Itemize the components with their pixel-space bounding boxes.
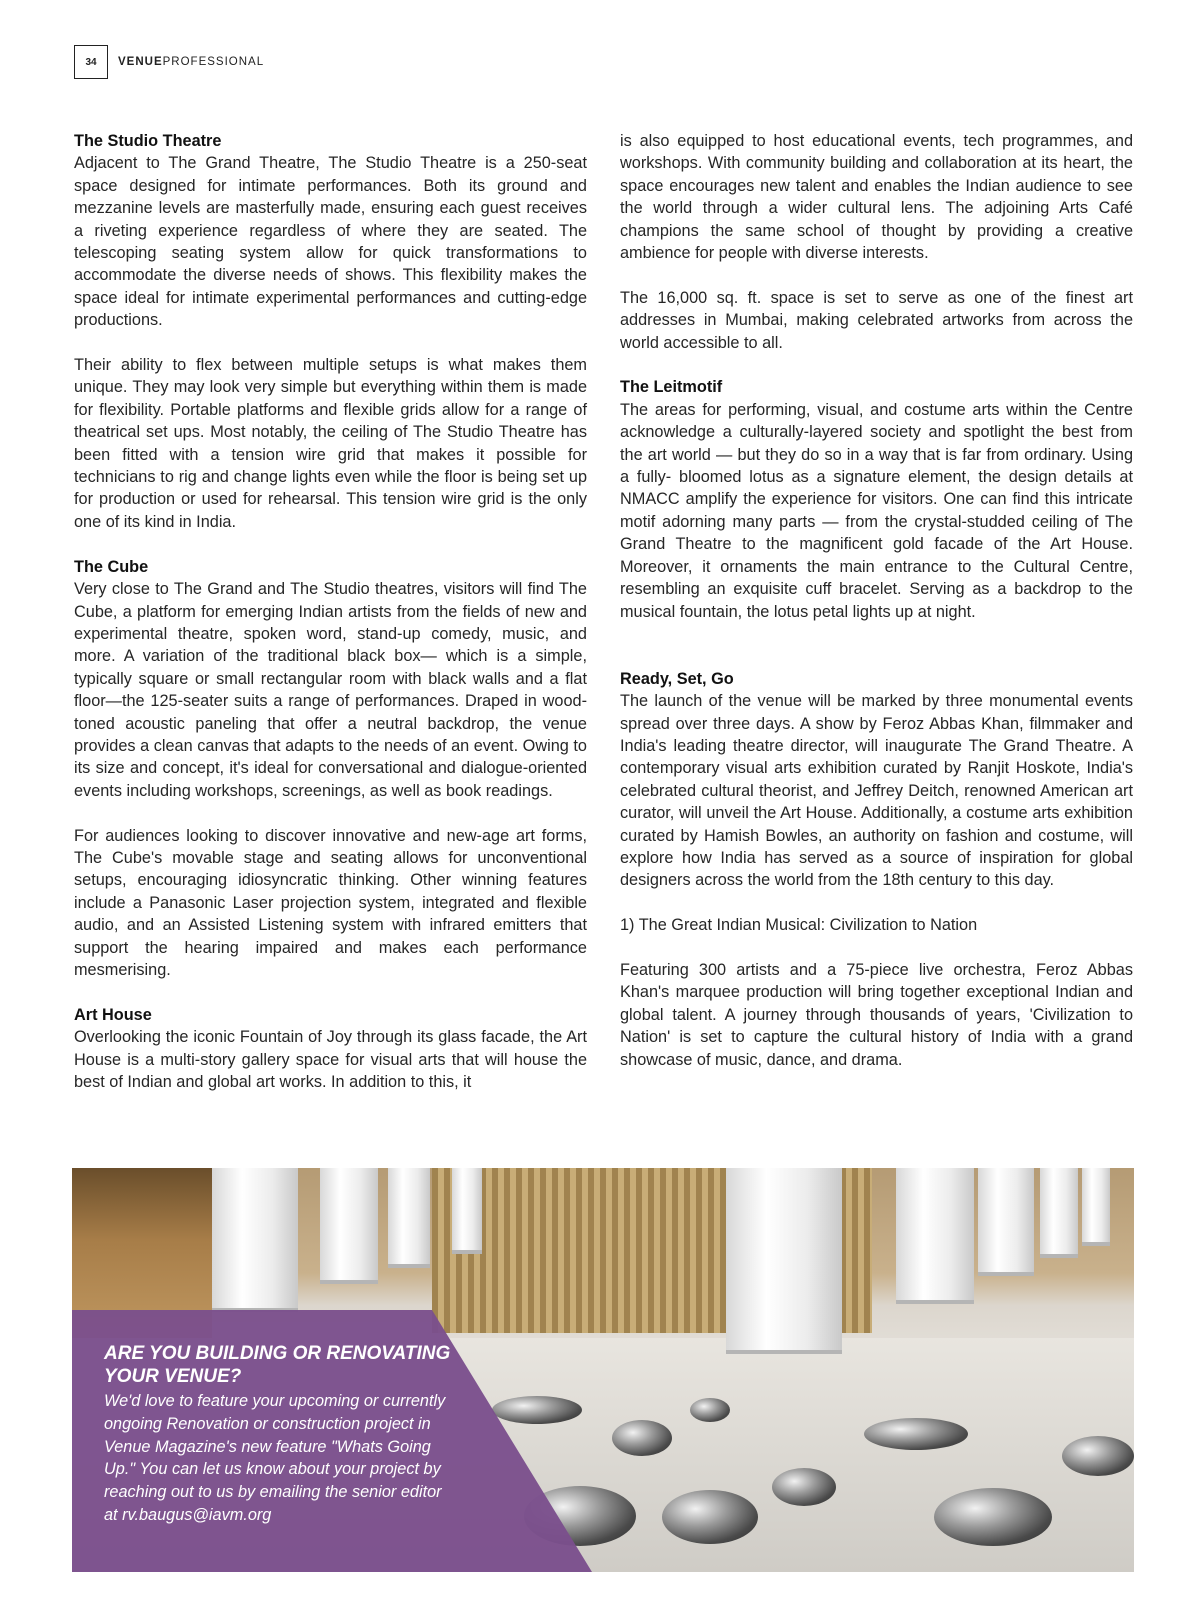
- section-spacer: [620, 645, 1133, 667]
- brand-bold: VENUE: [118, 56, 163, 68]
- leitmotif-paragraph: The areas for performing, visual, and costume arts within the Centre acknowledge a culturally-layered society and spotlight the best from the art world — but they do so in a way that is far from ordinary. Using a fully- bloomed lotus as a signature element, the design details at NMACC amplify the experience for visitors. One can find this intricate motif adorning many parts — from the crystal-studded ceiling of The Grand Theatre to the magnificent gold facade of the Art House. Moreover, it ornaments the main entrance to the Cultural Centre, resembling an exquisite cuff bracelet. Serving as a backdrop to the musical fountain, the lotus petal lights up at night.: [620, 400, 1133, 621]
- photo-pillar: [1082, 1168, 1110, 1246]
- photo-sculpture-blob: [864, 1418, 968, 1450]
- ready-set-go-paragraph: The launch of the venue will be marked by three monumental events spread over three days. A show by Feroz Abbas Khan, filmmaker and India's leading theatre director, will inaugurate The Grand Theatre. A contemporary visual arts exhibition curated by Ranjit Hoskote, India's celebrated cultural theorist, and Jeffrey Deitch, renowned American art curator, will unveil the Art House. Additionally, a costume arts exhibition curated by Hamish Bowles, an authority on fashion and costume, will explore how India has served as a source of inspiration for global designers across the world from the 18th century to this day.: [620, 692, 1133, 890]
- art-house-heading: Art House: [74, 1005, 152, 1024]
- musical-subheading: 1) The Great Indian Musical: Civilization to Nation: [620, 916, 978, 935]
- art-house-paragraph-2: The 16,000 sq. ft. space is set to serve as one of the finest art addresses in Mumbai, making celebrated artworks from across the world accessible to all.: [620, 288, 1133, 352]
- photo-pillar: [978, 1168, 1034, 1276]
- art-house-continued: is also equipped to host educational events, tech programmes, and workshops. With community building and collaboration at its heart, the space encourages new talent and enables the Indian audience to see the world through a wider cultural lens. The adjoining Arts Café champions the same school of thought by providing a creative ambience for people with diverse interests.: [620, 132, 1133, 263]
- cube-paragraph-1: Very close to The Grand and The Studio theatres, visitors will find The Cube, a platform for emerging Indian artists from the fields of new and experimental theatre, spoken word, stand-up comedy, music, and more. A variation of the traditional black box— which is a simple, typically square or small rectangular room with black walls and a flat floor—the 125-seater suits a range of performances. Draped in wood-toned acoustic paneling that offer a neutral backdrop, the venue provides a clean canvas that adapts to the needs of an event. Owing to its size and concept, it's ideal for conversational and dialogue-oriented events including workshops, screenings, as well as book readings.: [74, 580, 587, 800]
- photo-sculpture-blob: [934, 1488, 1052, 1546]
- photo-pillar: [1040, 1168, 1078, 1258]
- leitmotif-heading: The Leitmotif: [620, 378, 723, 397]
- ready-set-go-heading: Ready, Set, Go: [620, 669, 734, 688]
- photo-pillar: [896, 1168, 974, 1304]
- photo-pillar: [320, 1168, 378, 1284]
- photo-sculpture-blob: [662, 1490, 758, 1544]
- page-number: 34: [74, 45, 108, 79]
- musical-paragraph: Featuring 300 artists and a 75-piece live orchestra, Feroz Abbas Khan's marquee production will bring together exceptional Indian and global talent. A journey through thousands of years, 'Civilization to Nation' is set to capture the cultural history of India with a grand showcase of music, dance, and drama.: [620, 960, 1133, 1069]
- photo-sculpture-blob: [612, 1420, 672, 1456]
- right-column: [620, 130, 1133, 1093]
- promo-panel: [72, 1310, 592, 1572]
- left-column: [74, 130, 587, 1116]
- brand-rest: PROFESSIONAL: [162, 56, 265, 68]
- promo-title: ARE YOU BUILDING OR RENOVATING YOUR VENUE?: [104, 1343, 451, 1387]
- art-house-paragraph-1: Overlooking the iconic Fountain of Joy through its glass facade, the Art House is a multi-story gallery space for visual arts that will house the best of Indian and global art works. In addition to this, it: [74, 1028, 587, 1091]
- studio-theatre-heading: The Studio Theatre: [74, 132, 222, 150]
- studio-theatre-paragraph-1: Adjacent to The Grand Theatre, The Studio Theatre is a 250-seat space designed for intimate performances. Both its ground and mezzanine levels are masterfully made, ensuring each guest receives a riveting experience regardless of where they are seated. The telescoping seating system allow for quick transformations to accommodate the diverse needs of shows. This flexibility makes the space ideal for intimate experimental performances and cutting-edge productions.: [74, 154, 587, 330]
- studio-theatre-paragraph-2: Their ability to flex between multiple setups is what makes them unique. They may look very simple but everything within them is made for flexibility. Portable platforms and flexible grids allow for a range of theatrical set ups. Most notably, the ceiling of The Studio Theatre has been fitted with a tension wire grid that makes it possible for technicians to rig and change lights even while the floor is being set up for production or used for rehearsal. This tension wire grid is the only one of its kind in India.: [74, 356, 587, 531]
- promo-body: We'd love to feature your upcoming or currently ongoing Renovation or construction project in Venue Magazine's new feature "Whats Going Up." You can let us know about your project by reaching out to us by emailing the senior editor at rv.baugus@iavm.org: [104, 1392, 446, 1524]
- photo-pillar: [388, 1168, 430, 1268]
- cube-paragraph-2: For audiences looking to discover innovative and new-age art forms, The Cube's movable stage and seating allows for unconventional setups, encouraging idiosyncratic thinking. Other winning features include a Panasonic Laser projection system, integrated and flexible audio, and an Assisted Listening system with infrared emitters that support the hearing impaired and makes each performance mesmerising.: [74, 826, 587, 979]
- photo-pillar: [212, 1168, 298, 1312]
- photo-sculpture-blob: [690, 1398, 730, 1422]
- photo-sculpture-blob: [772, 1468, 836, 1506]
- page-header: [74, 44, 264, 80]
- magazine-brand: [118, 56, 264, 68]
- photo-pillar: [452, 1168, 482, 1254]
- photo-sculpture-blob: [1062, 1436, 1134, 1476]
- cube-heading: The Cube: [74, 557, 149, 576]
- photo-pillar: [726, 1168, 842, 1354]
